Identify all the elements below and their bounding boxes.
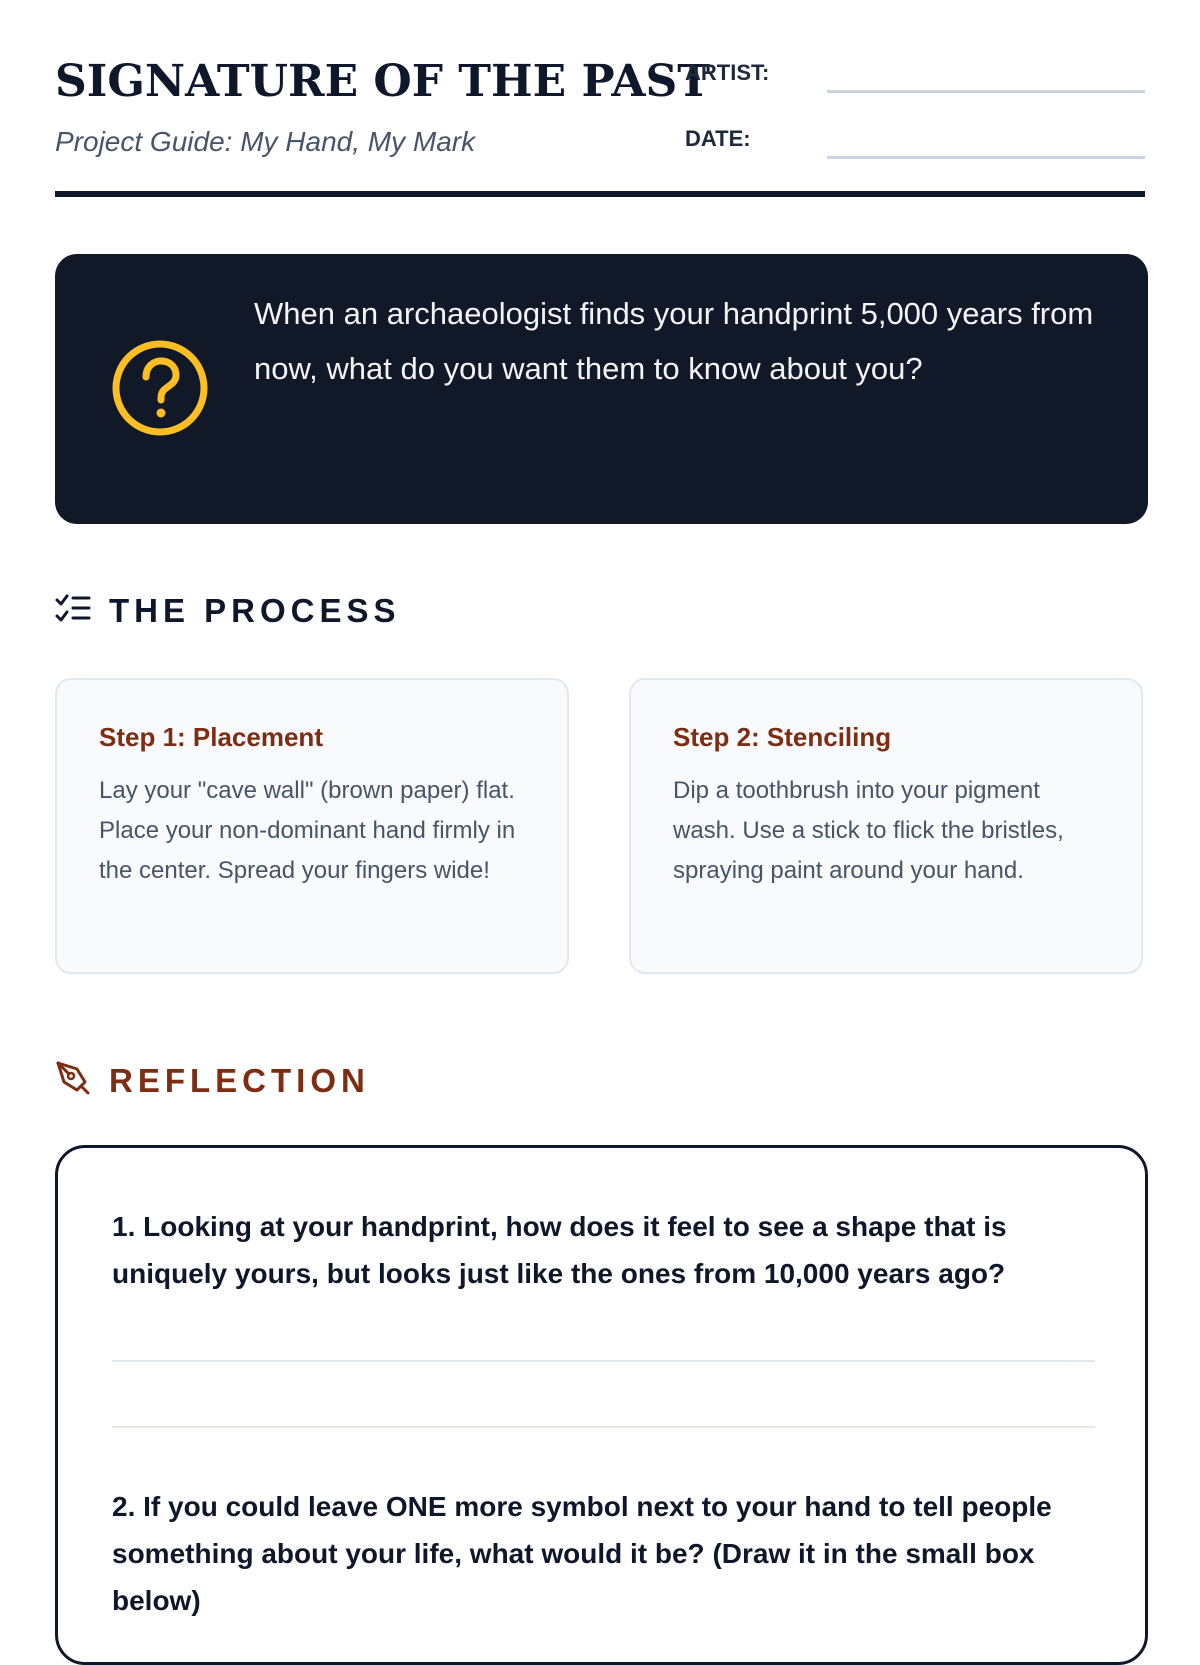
date-field[interactable] (827, 156, 1145, 159)
step-body: Dip a toothbrush into your pigment wash. Use a stick to flick the bristles, spraying paint around your hand. (673, 777, 1064, 884)
step-title: Step 2: Stenciling (673, 722, 892, 752)
reflection-heading (55, 1060, 370, 1101)
worksheet-header (55, 0, 1145, 200)
process-heading (55, 592, 401, 630)
reflection-heading-label: REFLECTION (109, 1061, 370, 1099)
question-circle-icon (110, 338, 210, 438)
guiding-question-box (55, 254, 1148, 524)
pen-nib-icon (55, 1060, 91, 1101)
answer-line[interactable] (112, 1426, 1095, 1428)
artist-label: ARTIST: (685, 60, 770, 85)
artist-field[interactable] (827, 90, 1145, 93)
step-card-stenciling (629, 678, 1143, 974)
reflection-question-2: 2. If you could leave ONE more symbol next to your hand to tell people something about your life, what would it be? (Draw it in the small box below) (112, 1491, 1052, 1616)
reflection-box (55, 1145, 1148, 1665)
guiding-question-text: When an archaeologist finds your handprint 5,000 years from now, what do you want them to know about you? (254, 296, 1094, 386)
step-title: Step 1: Placement (99, 722, 323, 752)
step-body: Lay your "cave wall" (brown paper) flat. Place your non-dominant hand firmly in the center. Spread your fingers wide! (99, 777, 516, 884)
page-title: SIGNATURE OF THE PAST (55, 56, 711, 107)
step-card-placement (55, 678, 569, 974)
answer-line[interactable] (112, 1360, 1095, 1362)
header-divider (55, 191, 1145, 197)
reflection-question-1: 1. Looking at your handprint, how does it feel to see a shape that is uniquely yours, but looks just like the ones from 10,000 years ago? (112, 1211, 1007, 1289)
date-label: DATE: (685, 126, 751, 151)
page-subtitle: Project Guide: My Hand, My Mark (55, 126, 476, 157)
checklist-icon (55, 593, 91, 630)
process-heading-label: THE PROCESS (109, 592, 401, 629)
